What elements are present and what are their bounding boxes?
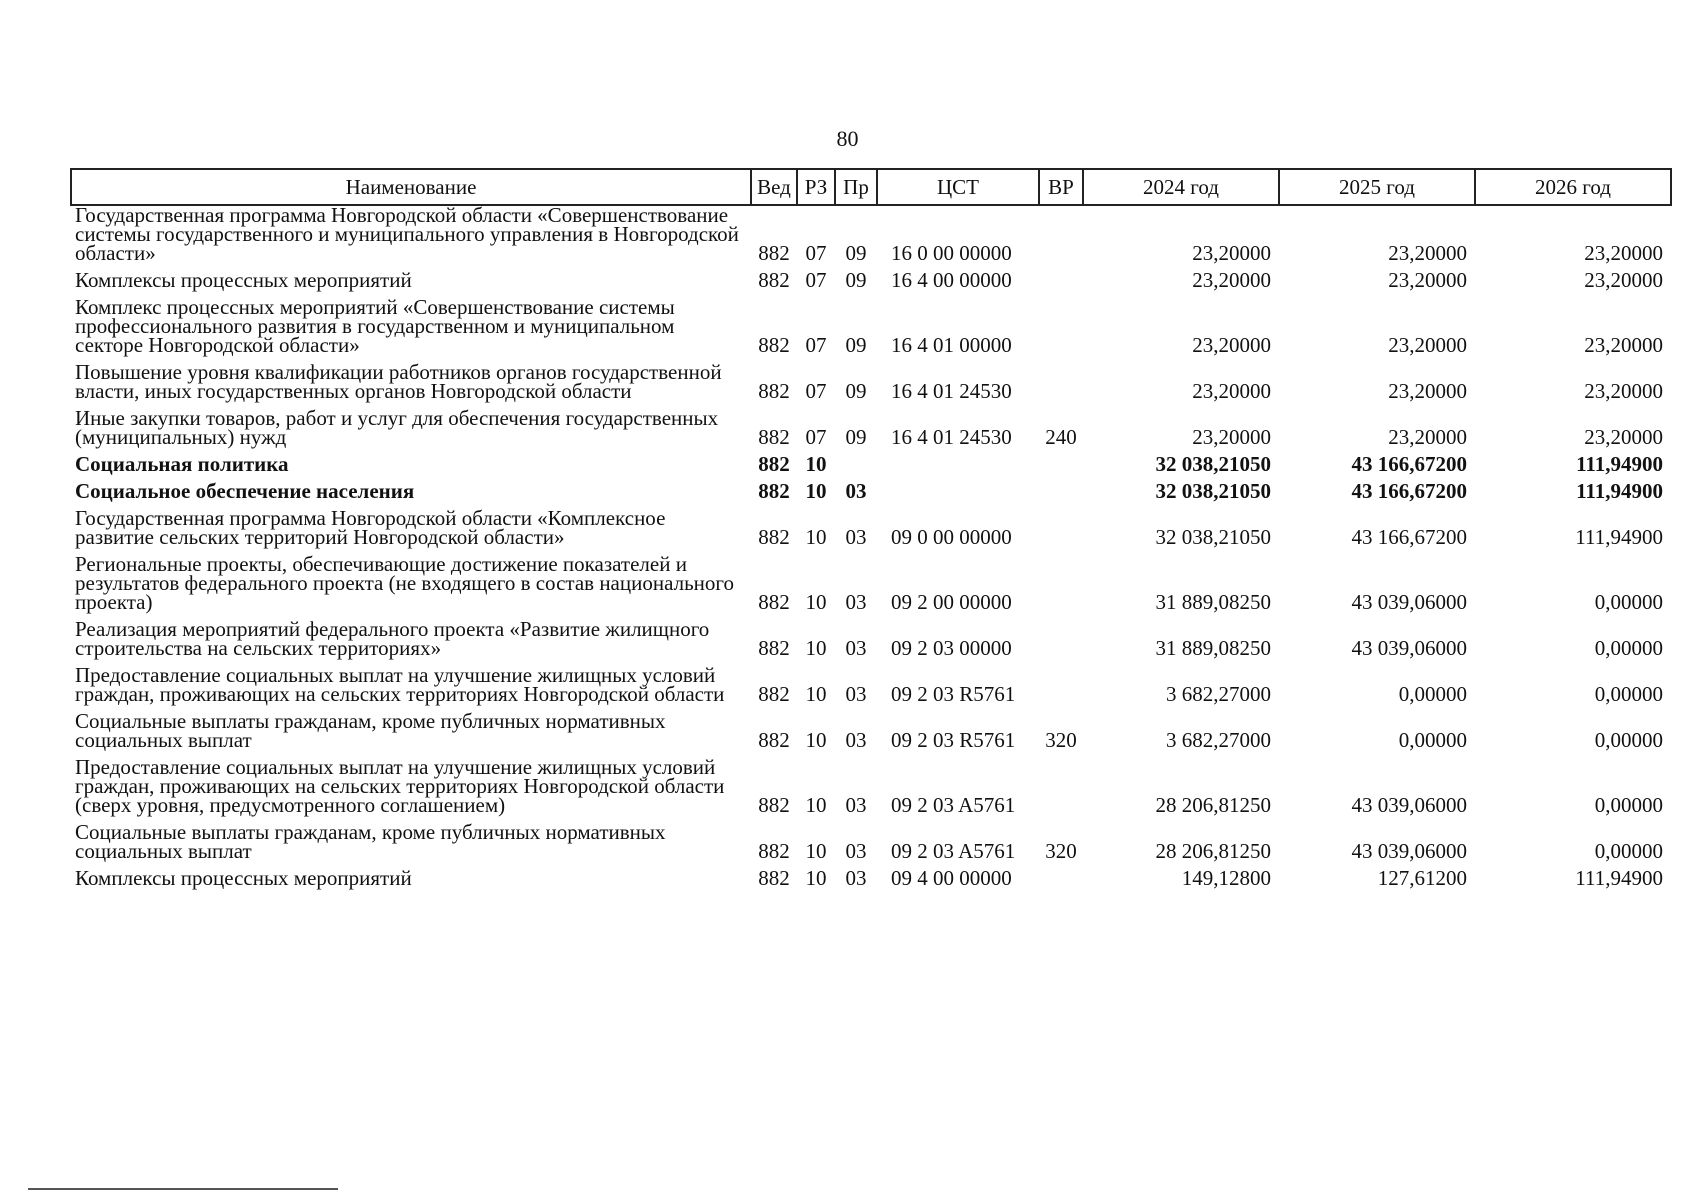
cell-ved: 882 — [758, 525, 790, 549]
cell-2024: 23,20000 — [1192, 379, 1271, 403]
cell-ved: 882 — [758, 636, 790, 660]
cell-rz: 10 — [805, 452, 827, 476]
cell-rz: 10 — [805, 793, 827, 817]
cell-cst: 09 2 03 A5761 — [891, 793, 1016, 817]
cell-vr — [1039, 265, 1083, 292]
cell-cst — [877, 449, 1039, 476]
cell-cst: 16 0 00 00000 — [891, 241, 1012, 265]
cell-vr — [1039, 449, 1083, 476]
cell-2026: 23,20000 — [1584, 333, 1663, 357]
budget-table — [70, 168, 1672, 890]
cell-2024: 31 889,08250 — [1155, 590, 1271, 614]
cell-pr: 03 — [845, 839, 867, 863]
cell-2026: 0,00000 — [1594, 682, 1663, 706]
cell-rz: 10 — [805, 839, 827, 863]
cell-ved: 882 — [758, 839, 790, 863]
cell-rz: 10 — [805, 590, 827, 614]
cell-2025: 43 039,06000 — [1351, 793, 1467, 817]
cell-ved: 882 — [758, 425, 790, 449]
table-body — [71, 205, 1671, 890]
cell-2025: 43 039,06000 — [1351, 839, 1467, 863]
cell-2024: 32 038,21050 — [1155, 479, 1271, 503]
cell-ved: 882 — [758, 590, 790, 614]
header-pr: Пр — [835, 169, 877, 205]
cell-ved: 882 — [758, 333, 790, 357]
cell-vr — [1039, 476, 1083, 503]
table-row — [71, 449, 1671, 476]
cell-pr: 03 — [845, 590, 867, 614]
cell-pr — [835, 449, 877, 476]
cell-name: Предоставление социальных выплат на улучшение жилищных условий граждан, проживающих на сельских территориях Новгородской области (сверх уровня, предусмотренного соглашением) — [75, 755, 725, 817]
cell-cst: 16 4 01 00000 — [891, 333, 1012, 357]
cell-ved: 882 — [758, 379, 790, 403]
cell-rz: 10 — [805, 682, 827, 706]
cell-rz: 10 — [805, 866, 827, 890]
header-2026: 2026 год — [1475, 169, 1671, 205]
cell-name: Реализация мероприятий федерального проекта «Развитие жилищного строительства на сельских территориях» — [75, 617, 710, 660]
cell-2024: 149,12800 — [1181, 866, 1271, 890]
cell-vr — [1039, 503, 1083, 549]
cell-name: Социальная политика — [75, 452, 289, 476]
cell-pr: 09 — [845, 379, 867, 403]
cell-rz: 07 — [805, 268, 827, 292]
table-header-row — [71, 169, 1671, 205]
cell-pr: 03 — [845, 682, 867, 706]
cell-ved: 882 — [758, 728, 790, 752]
cell-pr: 09 — [845, 268, 867, 292]
cell-name: Комплексы процессных мероприятий — [75, 268, 412, 292]
table-row — [71, 614, 1671, 660]
cell-pr: 09 — [845, 241, 867, 265]
cell-pr: 03 — [845, 479, 867, 503]
cell-name: Повышение уровня квалификации работников органов государственной власти, иных государственных органов Новгородской области — [75, 360, 722, 403]
cell-2025: 127,61200 — [1377, 866, 1467, 890]
cell-vr — [1039, 614, 1083, 660]
cell-name: Комплекс процессных мероприятий «Совершенствование системы профессионального развития в государственном и муниципальном секторе Новгородской области» — [75, 295, 675, 357]
cell-2025: 0,00000 — [1398, 728, 1467, 752]
cell-rz: 07 — [805, 241, 827, 265]
table-row — [71, 476, 1671, 503]
cell-2024: 28 206,81250 — [1155, 839, 1271, 863]
table-row — [71, 503, 1671, 549]
cell-2025: 0,00000 — [1398, 682, 1467, 706]
cell-2024: 3 682,27000 — [1166, 682, 1271, 706]
cell-2024: 23,20000 — [1192, 425, 1271, 449]
cell-2024: 23,20000 — [1192, 268, 1271, 292]
table-row — [71, 706, 1671, 752]
cell-ved: 882 — [758, 682, 790, 706]
cell-vr — [1039, 752, 1083, 817]
cell-cst: 09 2 00 00000 — [891, 590, 1012, 614]
cell-ved: 882 — [758, 479, 790, 503]
cell-name: Региональные проекты, обеспечивающие достижение показателей и результатов федерального проекта (не входящего в состав национального проекта) — [75, 552, 734, 614]
cell-rz: 07 — [805, 333, 827, 357]
cell-2025: 23,20000 — [1388, 241, 1467, 265]
cell-cst: 09 2 03 R5761 — [891, 682, 1016, 706]
header-2024: 2024 год — [1083, 169, 1279, 205]
cell-ved: 882 — [758, 452, 790, 476]
header-2025: 2025 год — [1279, 169, 1475, 205]
cell-name: Социальные выплаты гражданам, кроме публичных нормативных социальных выплат — [75, 820, 666, 863]
cell-rz: 07 — [805, 379, 827, 403]
cell-name: Социальное обеспечение населения — [75, 479, 415, 503]
cell-2025: 43 039,06000 — [1351, 636, 1467, 660]
cell-2026: 111,94900 — [1575, 525, 1663, 549]
cell-vr — [1039, 863, 1083, 890]
table-row — [71, 817, 1671, 863]
cell-vr — [1039, 292, 1083, 357]
cell-pr: 09 — [845, 333, 867, 357]
table-row — [71, 863, 1671, 890]
cell-2025: 43 166,67200 — [1351, 452, 1467, 476]
cell-name: Комплексы процессных мероприятий — [75, 866, 412, 890]
table-row — [71, 403, 1671, 449]
cell-2024: 23,20000 — [1192, 333, 1271, 357]
table-row — [71, 357, 1671, 403]
cell-ved: 882 — [758, 866, 790, 890]
cell-cst — [877, 476, 1039, 503]
cell-2025: 43 039,06000 — [1351, 590, 1467, 614]
table-row — [71, 205, 1671, 265]
cell-cst: 16 4 01 24530 — [891, 425, 1012, 449]
cell-2026: 23,20000 — [1584, 425, 1663, 449]
cell-cst: 09 2 03 A5761 — [891, 839, 1016, 863]
cell-rz: 10 — [805, 479, 827, 503]
cell-2026: 23,20000 — [1584, 268, 1663, 292]
cell-name: Социальные выплаты гражданам, кроме публичных нормативных социальных выплат — [75, 709, 666, 752]
cell-ved: 882 — [758, 793, 790, 817]
cell-pr: 09 — [845, 425, 867, 449]
cell-2026: 0,00000 — [1594, 590, 1663, 614]
cell-pr: 03 — [845, 525, 867, 549]
cell-rz: 10 — [805, 636, 827, 660]
table-row — [71, 752, 1671, 817]
cell-2024: 31 889,08250 — [1155, 636, 1271, 660]
cell-2026: 0,00000 — [1594, 839, 1663, 863]
cell-2025: 23,20000 — [1388, 425, 1467, 449]
cell-cst: 09 2 03 R5761 — [891, 728, 1016, 752]
cell-2026: 111,94900 — [1576, 479, 1663, 503]
cell-vr — [1039, 205, 1083, 265]
cell-2025: 23,20000 — [1388, 379, 1467, 403]
cell-cst: 09 2 03 00000 — [891, 636, 1012, 660]
cell-name: Иные закупки товаров, работ и услуг для обеспечения государственных (муниципальных) нужд — [75, 406, 719, 449]
cell-2026: 0,00000 — [1594, 793, 1663, 817]
cell-ved: 882 — [758, 241, 790, 265]
cell-name: Государственная программа Новгородской области «Комплексное развитие сельских территорий Новгородской области» — [75, 506, 666, 549]
cell-2024: 3 682,27000 — [1166, 728, 1271, 752]
cell-2024: 23,20000 — [1192, 241, 1271, 265]
table-row — [71, 549, 1671, 614]
cell-vr — [1039, 357, 1083, 403]
cell-2026: 111,94900 — [1576, 452, 1663, 476]
cell-name: Государственная программа Новгородской области «Совершенствование системы государственного и муниципального управления в Новгородской области» — [75, 203, 739, 265]
table-row — [71, 660, 1671, 706]
cell-2026: 0,00000 — [1594, 728, 1663, 752]
cell-vr: 240 — [1045, 425, 1077, 449]
cell-pr: 03 — [845, 728, 867, 752]
table-row — [71, 292, 1671, 357]
cell-2025: 23,20000 — [1388, 333, 1467, 357]
cell-2025: 43 166,67200 — [1351, 479, 1467, 503]
cell-cst: 09 0 00 00000 — [891, 525, 1012, 549]
page-number: 80 — [836, 126, 859, 151]
cell-pr: 03 — [845, 793, 867, 817]
table-row — [71, 265, 1671, 292]
cell-vr: 320 — [1045, 728, 1077, 752]
header-ved: Вед — [751, 169, 797, 205]
cell-vr — [1039, 660, 1083, 706]
cell-name: Предоставление социальных выплат на улучшение жилищных условий граждан, проживающих на сельских территориях Новгородской области — [75, 663, 725, 706]
cell-2026: 23,20000 — [1584, 241, 1663, 265]
cell-vr: 320 — [1045, 839, 1077, 863]
cell-2025: 43 166,67200 — [1351, 525, 1467, 549]
cell-2024: 32 038,21050 — [1155, 452, 1271, 476]
cell-rz: 10 — [805, 728, 827, 752]
header-name: Наименование — [71, 169, 751, 205]
cell-rz: 07 — [805, 425, 827, 449]
footer-rule — [28, 1188, 338, 1190]
cell-rz: 10 — [805, 525, 827, 549]
cell-2026: 23,20000 — [1584, 379, 1663, 403]
cell-cst: 09 4 00 00000 — [891, 866, 1012, 890]
cell-pr: 03 — [845, 636, 867, 660]
header-rz: РЗ — [797, 169, 835, 205]
cell-2025: 23,20000 — [1388, 268, 1467, 292]
cell-2024: 28 206,81250 — [1155, 793, 1271, 817]
cell-ved: 882 — [758, 268, 790, 292]
header-cst: ЦСТ — [877, 169, 1039, 205]
cell-2026: 0,00000 — [1594, 636, 1663, 660]
header-vr: ВР — [1039, 169, 1083, 205]
cell-2026: 111,94900 — [1575, 866, 1663, 890]
cell-2024: 32 038,21050 — [1155, 525, 1271, 549]
cell-cst: 16 4 01 24530 — [891, 379, 1012, 403]
cell-pr: 03 — [845, 866, 867, 890]
cell-cst: 16 4 00 00000 — [891, 268, 1012, 292]
cell-vr — [1039, 549, 1083, 614]
